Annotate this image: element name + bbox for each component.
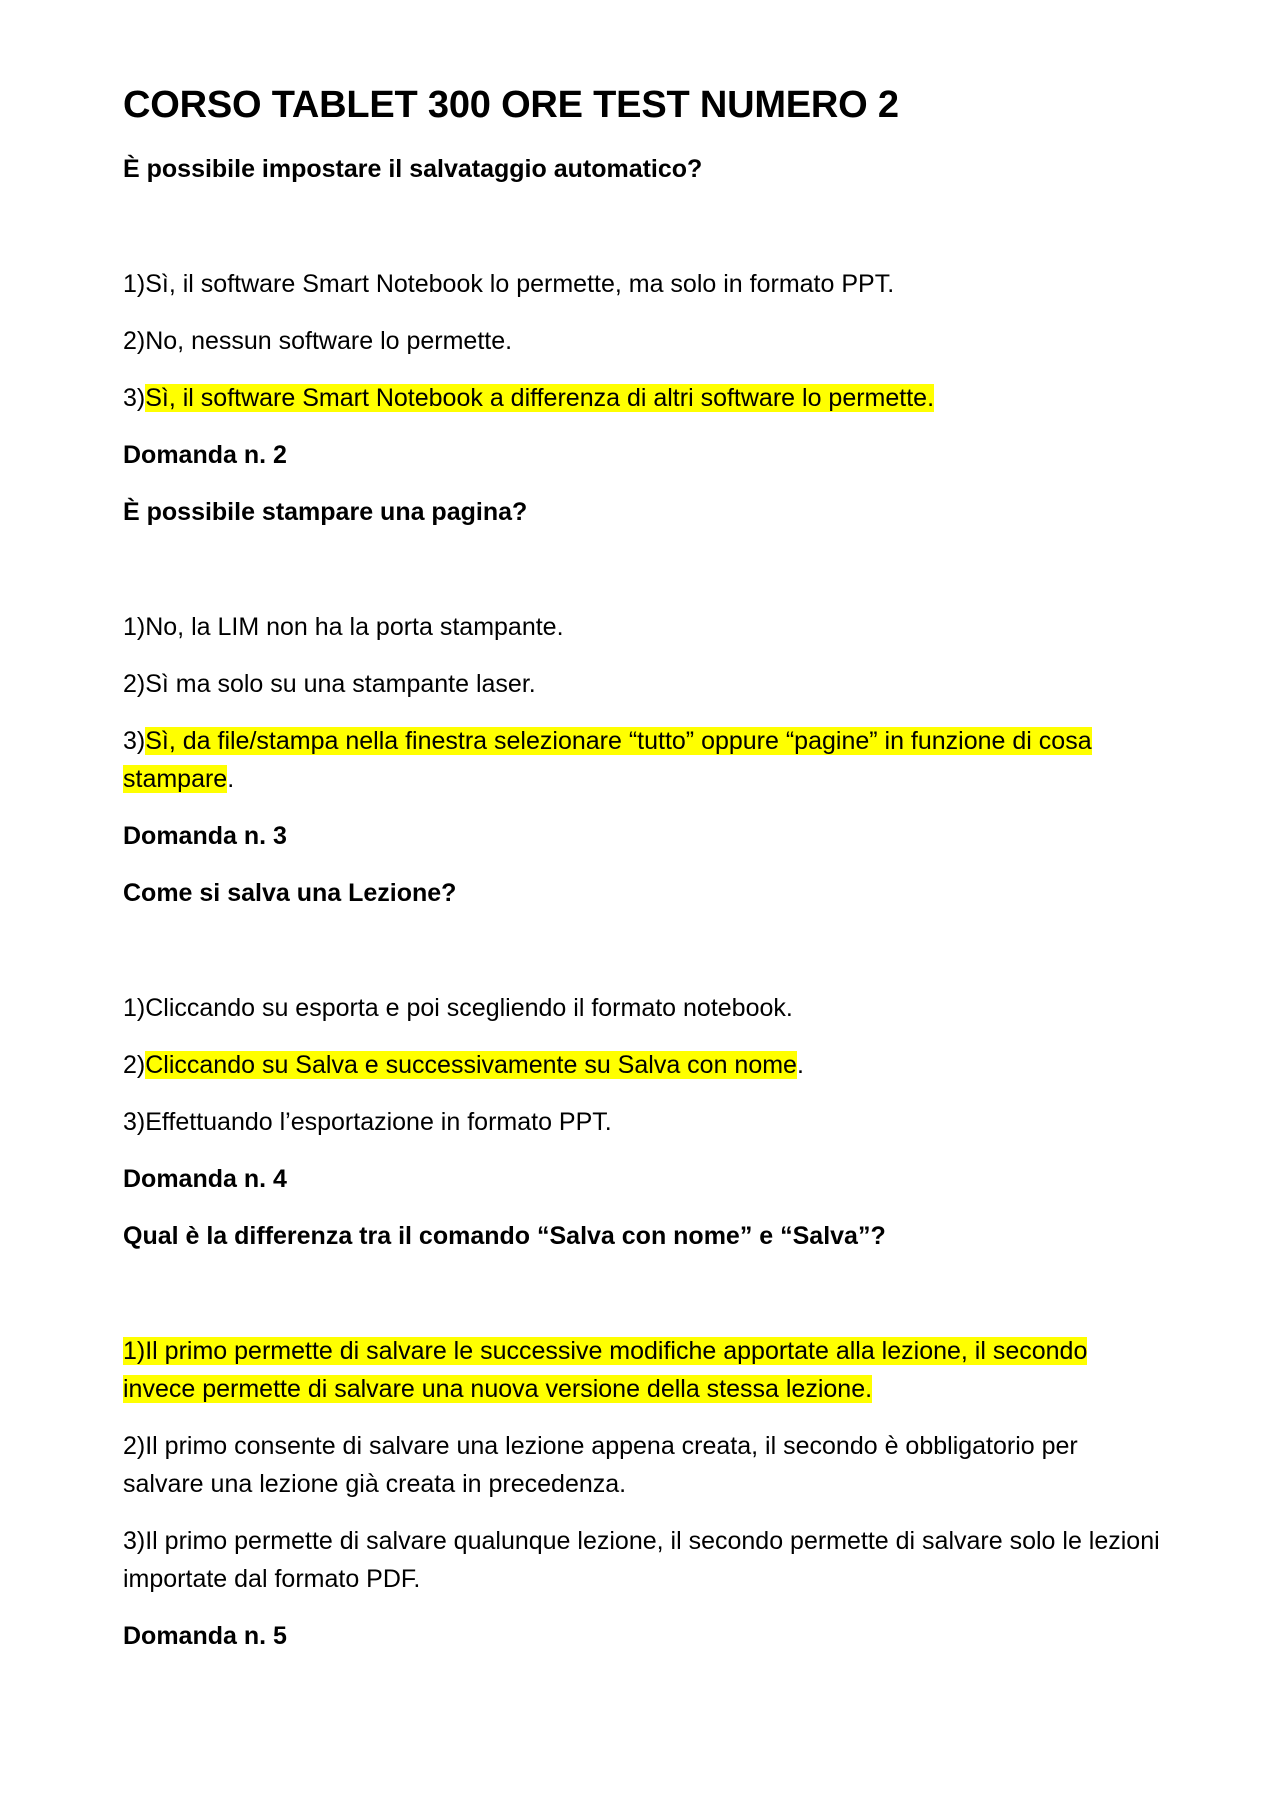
question-3-text: Come si salva una Lezione? (123, 879, 457, 907)
q4-option-2: 2)Il primo consente di salvare una lezione appena creata, il secondo è obbligatorio per salvare una lezione già creata in precedenza. (123, 1432, 1078, 1498)
question-4-text: Qual è la differenza tra il comando “Salva con nome” e “Salva”? (123, 1222, 886, 1250)
question-1-text: È possibile impostare il salvataggio automatico? (123, 155, 703, 183)
q4-option-1-highlighted-answer: 1)Il primo permette di salvare le successive modifiche apportate alla lezione, il secondo invece permette di salvare una nuova versione della stessa lezione. (123, 1337, 1088, 1403)
question-2-text: È possibile stampare una pagina? (123, 498, 528, 526)
q2-option-2: 2)Sì ma solo su una stampante laser. (123, 670, 536, 698)
q2-option-3 (123, 722, 1163, 798)
q1-option-2: 2)No, nessun software lo permette. (123, 327, 513, 355)
q1-option-3 (123, 379, 1163, 417)
question-3-label: Domanda n. 3 (123, 822, 287, 850)
document-page (123, 82, 1163, 1674)
q3-option-3: 3)Effettuando l’esportazione in formato PPT. (123, 1108, 612, 1136)
q3-option-2-suffix: . (796, 1051, 804, 1079)
question-2-label: Domanda n. 2 (123, 441, 287, 469)
document-title: CORSO TABLET 300 ORE TEST NUMERO 2 (123, 84, 899, 126)
q2-option-3-suffix: . (227, 765, 235, 793)
q4-option-1 (123, 1332, 1163, 1408)
q1-option-1: 1)Sì, il software Smart Notebook lo permette, ma solo in formato PPT. (123, 270, 895, 298)
q4-option-3: 3)Il primo permette di salvare qualunque lezione, il secondo permette di salvare solo le lezioni importate dal formato PDF. (123, 1527, 1160, 1593)
q3-option-2-prefix: 2) (123, 1051, 146, 1079)
q2-option-3-prefix: 3) (123, 727, 146, 755)
q3-option-2 (123, 1046, 1163, 1084)
question-4-label: Domanda n. 4 (123, 1165, 287, 1193)
q1-option-3-prefix: 3) (123, 384, 146, 412)
q2-option-1: 1)No, la LIM non ha la porta stampante. (123, 613, 564, 641)
q1-option-3-highlighted-answer: Sì, il software Smart Notebook a differenza di altri software lo permette. (145, 384, 935, 412)
q2-option-3-highlighted-answer: Sì, da file/stampa nella finestra selezionare “tutto” oppure “pagine” in funzione di cosa stampare (123, 727, 1092, 793)
q3-option-2-highlighted-answer: Cliccando su Salva e successivamente su Salva con nome (145, 1051, 797, 1079)
question-5-label: Domanda n. 5 (123, 1622, 287, 1650)
q3-option-1: 1)Cliccando su esporta e poi scegliendo il formato notebook. (123, 994, 793, 1022)
